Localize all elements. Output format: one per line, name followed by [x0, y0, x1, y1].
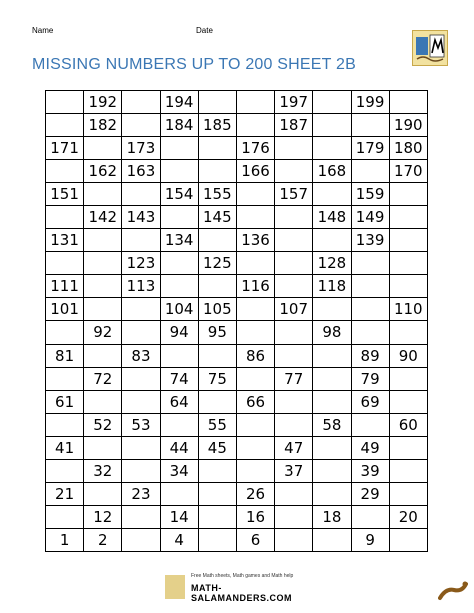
blank-cell[interactable] — [237, 298, 275, 321]
blank-cell[interactable] — [84, 345, 122, 368]
blank-cell[interactable] — [390, 529, 428, 552]
blank-cell[interactable] — [199, 483, 237, 506]
date-label: Date — [196, 26, 213, 35]
number-cell: 166 — [237, 160, 275, 183]
number-cell: 128 — [313, 252, 351, 275]
number-cell: 157 — [275, 183, 313, 206]
number-cell: 1 — [46, 529, 84, 552]
blank-cell[interactable] — [313, 437, 351, 460]
number-cell: 105 — [199, 298, 237, 321]
number-cell: 2 — [84, 529, 122, 552]
number-cell: 86 — [237, 345, 275, 368]
blank-cell[interactable] — [199, 160, 237, 183]
blank-cell[interactable] — [161, 275, 199, 298]
number-cell: 29 — [352, 483, 390, 506]
blank-cell[interactable] — [390, 368, 428, 391]
blank-cell[interactable] — [352, 275, 390, 298]
number-cell: 134 — [161, 229, 199, 252]
blank-cell[interactable] — [161, 414, 199, 437]
number-cell: 110 — [390, 298, 428, 321]
number-cell: 131 — [46, 229, 84, 252]
footer-tagline: Free Math sheets, Math games and Math help — [191, 573, 294, 579]
blank-cell[interactable] — [237, 321, 275, 344]
number-cell: 98 — [313, 321, 351, 344]
blank-cell[interactable] — [275, 137, 313, 160]
number-cell: 184 — [161, 114, 199, 137]
blank-cell[interactable] — [275, 275, 313, 298]
number-cell: 190 — [390, 114, 428, 137]
number-cell: 151 — [46, 183, 84, 206]
page-title: MISSING NUMBERS UP TO 200 SHEET 2B — [32, 56, 356, 73]
number-cell: 176 — [237, 137, 275, 160]
blank-cell[interactable] — [313, 137, 351, 160]
blank-cell[interactable] — [390, 460, 428, 483]
blank-cell[interactable] — [313, 298, 351, 321]
number-cell: 64 — [161, 391, 199, 414]
number-cell: 173 — [122, 137, 160, 160]
blank-cell[interactable] — [237, 183, 275, 206]
number-cell: 12 — [84, 506, 122, 529]
blank-cell[interactable] — [313, 460, 351, 483]
number-cell: 81 — [46, 345, 84, 368]
number-cell: 185 — [199, 114, 237, 137]
blank-cell[interactable] — [84, 275, 122, 298]
blank-cell[interactable] — [122, 183, 160, 206]
blank-cell[interactable] — [275, 529, 313, 552]
math-salamanders-logo-icon — [412, 30, 448, 66]
number-cell: 148 — [313, 206, 351, 229]
number-cell: 111 — [46, 275, 84, 298]
blank-cell[interactable] — [46, 252, 84, 275]
blank-cell[interactable] — [84, 252, 122, 275]
blank-cell[interactable] — [122, 368, 160, 391]
name-label: Name — [32, 26, 54, 35]
number-cell: 9 — [352, 529, 390, 552]
blank-cell[interactable] — [275, 206, 313, 229]
blank-cell[interactable] — [46, 321, 84, 344]
number-cell: 179 — [352, 137, 390, 160]
blank-cell[interactable] — [275, 483, 313, 506]
number-cell: 104 — [161, 298, 199, 321]
blank-cell[interactable] — [390, 206, 428, 229]
number-cell: 47 — [275, 437, 313, 460]
blank-cell[interactable] — [161, 483, 199, 506]
number-cell: 55 — [199, 414, 237, 437]
number-cell: 44 — [161, 437, 199, 460]
number-cell: 159 — [352, 183, 390, 206]
number-cell: 18 — [313, 506, 351, 529]
number-cell: 52 — [84, 414, 122, 437]
blank-cell[interactable] — [390, 229, 428, 252]
blank-cell[interactable] — [199, 506, 237, 529]
number-cell: 16 — [237, 506, 275, 529]
blank-cell[interactable] — [390, 91, 428, 114]
number-cell: 182 — [84, 114, 122, 137]
number-cell: 197 — [275, 91, 313, 114]
number-cell: 74 — [161, 368, 199, 391]
blank-cell[interactable] — [46, 160, 84, 183]
blank-cell[interactable] — [46, 368, 84, 391]
footer-brand: MATH-SALAMANDERS.COM — [191, 583, 292, 603]
number-cell: 194 — [161, 91, 199, 114]
blank-cell[interactable] — [237, 91, 275, 114]
blank-cell[interactable] — [313, 483, 351, 506]
blank-cell[interactable] — [84, 183, 122, 206]
blank-cell[interactable] — [161, 252, 199, 275]
blank-cell[interactable] — [199, 91, 237, 114]
number-cell: 95 — [199, 321, 237, 344]
blank-cell[interactable] — [122, 391, 160, 414]
blank-cell[interactable] — [161, 137, 199, 160]
blank-cell[interactable] — [313, 391, 351, 414]
number-cell: 61 — [46, 391, 84, 414]
number-cell: 21 — [46, 483, 84, 506]
number-cell: 187 — [275, 114, 313, 137]
number-cell: 113 — [122, 275, 160, 298]
blank-cell[interactable] — [199, 229, 237, 252]
blank-cell[interactable] — [313, 529, 351, 552]
number-cell: 142 — [84, 206, 122, 229]
number-cell: 145 — [199, 206, 237, 229]
number-cell: 143 — [122, 206, 160, 229]
blank-cell[interactable] — [390, 275, 428, 298]
number-cell: 199 — [352, 91, 390, 114]
blank-cell[interactable] — [161, 160, 199, 183]
number-cell: 4 — [161, 529, 199, 552]
blank-cell[interactable] — [275, 414, 313, 437]
number-cell: 94 — [161, 321, 199, 344]
blank-cell[interactable] — [275, 321, 313, 344]
number-cell: 155 — [199, 183, 237, 206]
number-cell: 83 — [122, 345, 160, 368]
blank-cell[interactable] — [84, 229, 122, 252]
blank-cell[interactable] — [352, 114, 390, 137]
number-cell: 75 — [199, 368, 237, 391]
blank-cell[interactable] — [352, 321, 390, 344]
blank-cell[interactable] — [313, 229, 351, 252]
number-cell: 168 — [313, 160, 351, 183]
number-cell: 118 — [313, 275, 351, 298]
number-cell: 79 — [352, 368, 390, 391]
number-grid — [45, 90, 428, 552]
blank-cell[interactable] — [390, 437, 428, 460]
blank-cell[interactable] — [352, 414, 390, 437]
blank-cell[interactable] — [390, 321, 428, 344]
number-cell: 123 — [122, 252, 160, 275]
number-cell: 163 — [122, 160, 160, 183]
blank-cell[interactable] — [390, 483, 428, 506]
number-cell: 69 — [352, 391, 390, 414]
number-cell: 170 — [390, 160, 428, 183]
blank-cell[interactable] — [237, 414, 275, 437]
blank-cell[interactable] — [275, 345, 313, 368]
number-cell: 101 — [46, 298, 84, 321]
number-cell: 20 — [390, 506, 428, 529]
number-cell: 180 — [390, 137, 428, 160]
number-cell: 53 — [122, 414, 160, 437]
salamander-icon — [438, 580, 468, 602]
number-cell: 149 — [352, 206, 390, 229]
number-cell: 136 — [237, 229, 275, 252]
number-cell: 90 — [390, 345, 428, 368]
blank-cell[interactable] — [275, 252, 313, 275]
blank-cell[interactable] — [199, 345, 237, 368]
blank-cell[interactable] — [237, 114, 275, 137]
blank-cell[interactable] — [84, 137, 122, 160]
number-cell: 125 — [199, 252, 237, 275]
blank-cell[interactable] — [161, 345, 199, 368]
blank-cell[interactable] — [46, 206, 84, 229]
blank-cell[interactable] — [122, 437, 160, 460]
blank-cell[interactable] — [390, 183, 428, 206]
blank-cell[interactable] — [313, 183, 351, 206]
blank-cell[interactable] — [275, 160, 313, 183]
blank-cell[interactable] — [84, 437, 122, 460]
footer-logo-icon — [165, 575, 185, 599]
blank-cell[interactable] — [390, 391, 428, 414]
blank-cell[interactable] — [161, 206, 199, 229]
number-cell: 162 — [84, 160, 122, 183]
blank-cell[interactable] — [122, 229, 160, 252]
blank-cell[interactable] — [46, 460, 84, 483]
blank-cell[interactable] — [199, 391, 237, 414]
blank-cell[interactable] — [84, 391, 122, 414]
blank-cell[interactable] — [237, 368, 275, 391]
blank-cell[interactable] — [352, 506, 390, 529]
blank-cell[interactable] — [46, 506, 84, 529]
number-cell: 32 — [84, 460, 122, 483]
number-cell: 37 — [275, 460, 313, 483]
blank-cell[interactable] — [199, 137, 237, 160]
blank-cell[interactable] — [122, 91, 160, 114]
number-cell: 89 — [352, 345, 390, 368]
blank-cell[interactable] — [84, 483, 122, 506]
number-cell: 45 — [199, 437, 237, 460]
number-cell: 23 — [122, 483, 160, 506]
blank-cell[interactable] — [84, 298, 122, 321]
blank-cell[interactable] — [122, 298, 160, 321]
blank-cell[interactable] — [237, 460, 275, 483]
number-cell: 107 — [275, 298, 313, 321]
number-cell: 77 — [275, 368, 313, 391]
blank-cell[interactable] — [199, 275, 237, 298]
blank-cell[interactable] — [46, 91, 84, 114]
number-cell: 116 — [237, 275, 275, 298]
number-cell: 92 — [84, 321, 122, 344]
blank-cell[interactable] — [313, 345, 351, 368]
blank-cell[interactable] — [199, 529, 237, 552]
blank-cell[interactable] — [237, 206, 275, 229]
blank-cell[interactable] — [390, 252, 428, 275]
number-cell: 60 — [390, 414, 428, 437]
number-cell: 49 — [352, 437, 390, 460]
number-cell: 39 — [352, 460, 390, 483]
blank-cell[interactable] — [122, 321, 160, 344]
blank-cell[interactable] — [122, 460, 160, 483]
number-cell: 26 — [237, 483, 275, 506]
number-cell: 41 — [46, 437, 84, 460]
number-cell: 171 — [46, 137, 84, 160]
blank-cell[interactable] — [122, 506, 160, 529]
blank-cell[interactable] — [122, 114, 160, 137]
blank-cell[interactable] — [352, 160, 390, 183]
number-cell: 192 — [84, 91, 122, 114]
blank-cell[interactable] — [237, 437, 275, 460]
blank-cell[interactable] — [313, 368, 351, 391]
blank-cell[interactable] — [313, 91, 351, 114]
blank-cell[interactable] — [122, 529, 160, 552]
number-cell: 34 — [161, 460, 199, 483]
number-cell: 139 — [352, 229, 390, 252]
footer — [165, 573, 315, 603]
blank-cell[interactable] — [46, 414, 84, 437]
blank-cell[interactable] — [275, 391, 313, 414]
blank-cell[interactable] — [237, 252, 275, 275]
blank-cell[interactable] — [46, 114, 84, 137]
number-cell: 66 — [237, 391, 275, 414]
number-cell: 58 — [313, 414, 351, 437]
number-cell: 72 — [84, 368, 122, 391]
number-cell: 154 — [161, 183, 199, 206]
blank-cell[interactable] — [352, 252, 390, 275]
blank-cell[interactable] — [199, 460, 237, 483]
blank-cell[interactable] — [352, 298, 390, 321]
number-cell: 14 — [161, 506, 199, 529]
blank-cell[interactable] — [275, 229, 313, 252]
blank-cell[interactable] — [275, 506, 313, 529]
blank-cell[interactable] — [313, 114, 351, 137]
number-cell: 6 — [237, 529, 275, 552]
